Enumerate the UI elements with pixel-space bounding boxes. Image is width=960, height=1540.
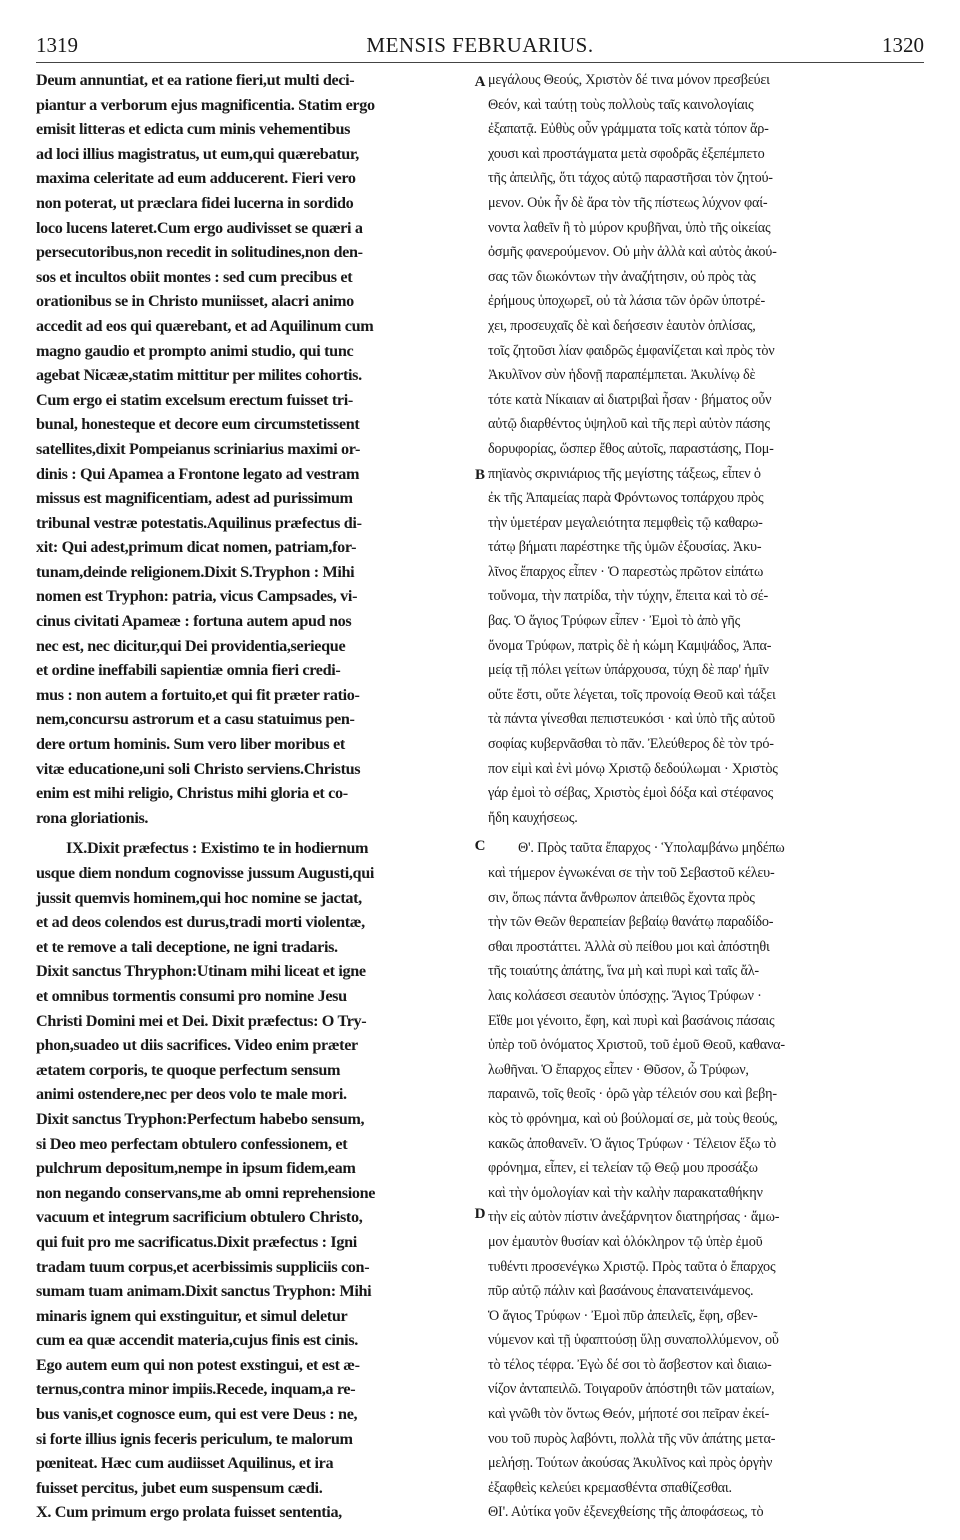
text-line: νοντα λαθεῖν ἢ τὸ μύρον κρυβῆναι, ὑπὸ τῆς οἰκείας bbox=[488, 219, 771, 236]
text-line: λωθῆναι. Ὁ ἔπαρχος εἶπεν · Θῦσον, ὦ Τρύφων, bbox=[488, 1061, 749, 1078]
text-line: οὔτε ἔστι, οὔτε λέγεται, τοῖς προνοίᾳ Θεοῦ καὶ τάξει bbox=[488, 686, 776, 703]
text-line: μελήσῃ. Τούτων ἀκούσας Ἀκυλῖνος καὶ πρὸς ὀργὴν bbox=[488, 1455, 773, 1472]
text-line: xit: Qui adest,primum dicat nomen, patriam,for- bbox=[36, 538, 357, 557]
margin-letter-a: A bbox=[474, 74, 486, 90]
text-line: orationibus se in Christo muniisset, alacri animo bbox=[36, 292, 354, 311]
text-line: tunam,deinde religionem.Dixit S.Tryphon : Mihi bbox=[36, 562, 355, 581]
text-line: τὰ πάντα γίνεσθαι πεπιστευκόσι · καὶ ὑπὸ τῆς αὐτοῦ bbox=[488, 711, 775, 728]
text-line: Ὁ ἅγιος Τρύφων · Ἐμοὶ πῦρ ἀπειλεῖς, ἔφη, σβεν- bbox=[488, 1307, 758, 1324]
text-line: et ordine ineffabili sapientiæ omnia fieri credi- bbox=[36, 661, 341, 680]
text-line: IX.Dixit præfectus : Existimo te in hodiernum bbox=[66, 839, 369, 858]
text-line: non negando conservans,me ab omni reprehensione bbox=[36, 1183, 376, 1202]
text-line: animi ostendere,nec per deos volo te male mori. bbox=[36, 1085, 347, 1104]
text-line: pulchrum depositum,nempe in ipsum fidem,eam bbox=[36, 1159, 356, 1178]
text-line: χει, προσευχαῖς δὲ καὶ δεήσεσιν ἑαυτὸν ὁπλίσας, bbox=[488, 317, 756, 334]
text-line: φρόνημα, εἶπεν, εἰ τελείαν τῷ Θεῷ μου προσάξω bbox=[488, 1160, 758, 1177]
text-line: Θ'. Πρὸς ταῦτα ἔπαρχος · Ὑπολαμβάνω μηδέπω bbox=[518, 840, 785, 857]
text-line: ætatem corporis, te quoque perfectum sensum bbox=[36, 1060, 341, 1079]
text-line: mus : non autem a fortuito,et qui fit præter ratio- bbox=[36, 685, 360, 704]
text-line: persecutoribus,non recedit in solitudines,non den- bbox=[36, 243, 363, 262]
header-rule bbox=[36, 62, 924, 63]
text-line: τοῖς ζητοῦσι λίαν φαιδρῶς ἐμφανίζεται καὶ πρὸς τὸν bbox=[488, 342, 775, 359]
text-line: agebat Nicææ,statim mittitur per milites cohortis. bbox=[36, 366, 362, 385]
text-line: X. Cum primum ergo prolata fuisset sententia, bbox=[36, 1503, 342, 1522]
text-line: τὴν ὑμετέραν μεγαλειότητα πεμφθεὶς τῷ καθαρω- bbox=[488, 514, 763, 531]
text-line: tradam tuum corpus,et acerbissimis suppliciis con- bbox=[36, 1257, 370, 1276]
text-line: παραινῶ, τοῖς θεοῖς · ὁρῶ γὰρ τέλειόν σου καὶ βεβη- bbox=[488, 1086, 777, 1103]
text-line: cum ea quæ accendit materia,cujus finis est cinis. bbox=[36, 1331, 358, 1350]
text-line: dinis : Qui Apamea a Frontone legato ad vestram bbox=[36, 464, 360, 483]
text-line: vacuum et integrum sacrificium obtulero Christo, bbox=[36, 1208, 363, 1227]
text-line: σοφίας κυβερνᾶσθαι τὸ πᾶν. Ἐλεύθερος δὲ τὸν τρό- bbox=[488, 736, 774, 753]
text-line: tribunal vestræ potestatis.Aquilinus præfectus di- bbox=[36, 513, 362, 532]
text-line: καὶ γνῶθι τὸν ὄντως Θεόν, μήποτέ σοι πεῖραν ἐκεί- bbox=[488, 1406, 770, 1423]
text-line: Cum ergo ei statim excelsum erectum fuisset tri- bbox=[36, 390, 353, 409]
text-line: emisit litteras et edicta cum minis vehementibus bbox=[36, 120, 351, 139]
text-line: ἐρήμους ὑποχωρεῖ, οὐ τὰ λάσια τῶν ὀρῶν ὑποτρέ- bbox=[488, 293, 766, 310]
text-line: σας τῶν διωκόντων τὴν ἀναζήτησιν, οὐ πρὸς τὰς bbox=[488, 268, 756, 285]
text-line: cinus civitati Apameæ : fortuna autem apud nos bbox=[36, 612, 352, 631]
text-line: phon,suadeo ut diis sacrifices. Video enim præter bbox=[36, 1036, 358, 1055]
text-line: minaris ignem qui exstinguitur, et simul deletur bbox=[36, 1306, 348, 1325]
greek-column bbox=[488, 68, 924, 1525]
text-line: si Deo meo perfectam obtulero confessionem, et bbox=[36, 1134, 348, 1153]
text-line: bus vanis,et cognosce eum, qui est vere Deus : ne, bbox=[36, 1405, 358, 1424]
text-line: pœniteat. Hæc cum audiisset Aquilinus, et ira bbox=[36, 1454, 334, 1473]
text-line: si forte illius ignis feceris periculum, te malorum bbox=[36, 1429, 353, 1448]
text-line: τότε κατὰ Νίκαιαν αἱ διατριβαὶ ἦσαν · βήματος οὖν bbox=[488, 391, 772, 408]
text-line: fuisset percitus, jubet eum suspensum cædi. bbox=[36, 1478, 323, 1497]
text-line: λαις κολάσεσι σεαυτὸν ὑπόσχῃς. Ἅγιος Τρύφων · bbox=[488, 987, 762, 1004]
text-line: ἐξαφθεὶς κελεύει κρεμασθέντα σπαθίζεσθαι. bbox=[488, 1479, 732, 1496]
text-line: nem,concursu astrorum et a casu statuimus pen- bbox=[36, 710, 355, 729]
text-line: et ad deos colendos est durus,tradi morti violentæ, bbox=[36, 913, 365, 932]
text-line: πον εἰμὶ καὶ ἑνὶ μόνῳ Χριστῷ δεδούλωμαι · Χριστὸς bbox=[488, 760, 778, 777]
text-line: τὴν τῶν Θεῶν θεραπείαν βεβαίῳ θανάτῳ παραδίδο- bbox=[488, 914, 774, 931]
text-line: rona gloriationis. bbox=[36, 808, 149, 827]
text-line: ἐξαπατᾷ. Εὐθὺς οὖν γράμματα τοῖς κατὰ τόπον ἄρ- bbox=[488, 121, 769, 138]
text-line: ὀσμῆς φανερούμενον. Οὐ μὴν ἀλλὰ καὶ αὐτὸς ἀκού- bbox=[488, 244, 777, 261]
text-line: μον ἐμαυτὸν θυσίαν καὶ ὁλόκληρον τῷ ὑπὲρ ἐμοῦ bbox=[488, 1233, 763, 1250]
page-number-left: 1319 bbox=[36, 33, 78, 57]
running-title: MENSIS FEBRUARIUS. bbox=[366, 33, 594, 57]
text-line: νου τοῦ πυρὸς λαβόντι, πολλὰ τῆς νῦν ἀπάτης μετα- bbox=[488, 1430, 776, 1447]
text-line: ὑπὲρ τοῦ ὀνόματος Χριστοῦ, τοῦ ἐμοῦ Θεοῦ, καθανα- bbox=[488, 1037, 785, 1054]
text-line: sos et incultos obiit montes : sed cum precibus et bbox=[36, 267, 353, 286]
text-line: τὸ τέλος τέφρα. Ἐγὼ δέ σοι τὸ ἄσβεστον καὶ διαιω- bbox=[488, 1356, 772, 1373]
text-line: μενον. Οὐκ ἦν δὲ ἄρα τὸν τῆς πίστεως λύχνον φαί- bbox=[488, 194, 768, 211]
margin-letter-b: B bbox=[474, 467, 485, 483]
text-line: sumam tuam animam.Dixit sanctus Tryphon: Mihi bbox=[36, 1282, 372, 1301]
text-line: αὐτῷ διαρθέντος ὑψηλοῦ καὶ τῆς περὶ αὐτὸν πάσης bbox=[488, 416, 770, 433]
text-line: non poterat, ut præclara fidei lucerna in sordido bbox=[36, 193, 354, 212]
text-line: ἐκ τῆς Ἀπαμείας παρὰ Φρόντωνος τοπάρχου πρὸς bbox=[488, 490, 764, 507]
text-line: νίζον ἀνταπειλῶ. Τοιγαροῦν ἀπόστηθι τῶν ματαίων, bbox=[488, 1381, 775, 1398]
text-line: ἤδη καυχήσεως. bbox=[488, 809, 578, 826]
text-line: qui fuit pro me sacrificatus.Dixit præfectus : Igni bbox=[36, 1232, 357, 1251]
text-line: ternus,contra minor impiis.Recede, inquam,a re- bbox=[36, 1380, 356, 1399]
text-line: τῆς τοιαύτης ἀπάτης, ἵνα μὴ καὶ πυρὶ καὶ ταῖς ἄλ- bbox=[488, 963, 759, 980]
text-line: καὶ τὴν ὁμολογίαν καὶ τὴν καλὴν παρακαταθήκην bbox=[488, 1184, 763, 1201]
text-line: Ego autem eum qui non potest exstingui, et est æ- bbox=[36, 1355, 360, 1374]
text-line: et omnibus tormentis consumi pro nomine Jesu bbox=[36, 986, 347, 1005]
margin-letter-c: C bbox=[474, 838, 486, 854]
text-line: et te remove a tali deceptione, ne igni tradaris. bbox=[36, 937, 338, 956]
text-line: γάρ ἐμοὶ τὸ σέβας, Χριστὸς ἐμοὶ δόξα καὶ στέφανος bbox=[488, 785, 774, 802]
text-line: τῆς ἀπειλῆς, ὅτι τάχος αὐτῷ παραστῆσαι τὸν ζητού- bbox=[488, 170, 773, 187]
text-line: νύμενον καὶ τῇ ὑφαπτούσῃ ὕλῃ συναπολλύμενον, οὗ bbox=[488, 1332, 779, 1349]
text-line: δορυφορίας, ὥσπερ ἔθος αὐτοῖς, παραστάσης, Πομ- bbox=[488, 440, 774, 457]
text-line: Dixit sanctus Tryphon:Perfectum habebo sensum, bbox=[36, 1109, 365, 1128]
text-line: maxima celeritate ad eum adducerent. Fieri vero bbox=[36, 169, 356, 188]
text-line: Christi Domini mei et Dei. Dixit præfectus: O Try- bbox=[36, 1011, 367, 1030]
text-line: loco lucens lateret.Cum ergo audivisset se quæri a bbox=[36, 218, 363, 237]
text-line: vitæ educatione,uni soli Christo serviens.Christus bbox=[36, 759, 361, 778]
text-line: κὸς τὸ φρόνημα, καὶ οὐ βούλομαί σε, μὰ τοὺς θεούς, bbox=[488, 1110, 778, 1127]
text-line: λῖνος ἔπαρχος εἶπεν · Ὁ παρεστὼς πρῶτον εἰπάτω bbox=[488, 563, 764, 580]
text-line: dere ortum hominis. Sum vero liber moribus et bbox=[36, 735, 345, 754]
text-line: Θεόν, καὶ ταύτῃ τοὺς πολλοὺς ταῖς καινολογίαις bbox=[488, 96, 754, 113]
text-line: magno gaudio et prompto animi studio, qui tunc bbox=[36, 341, 354, 360]
text-line: τυθέντι προσενέγκω Χριστῷ. Πρὸς ταῦτα ὁ ἔπαρχος bbox=[488, 1258, 776, 1275]
text-line: missus est magnificentiam, adest ad purissimum bbox=[36, 489, 353, 508]
text-line: μεγάλους Θεούς, Χριστὸν δέ τινα μόνον πρεσβεύει bbox=[488, 72, 770, 88]
page-header bbox=[36, 30, 924, 60]
text-line: Dixit sanctus Thryphon:Utinam mihi liceat et igne bbox=[36, 962, 366, 981]
text-line: τοὔνομα, τὴν πατρίδα, τὴν τύχην, ἔπειτα καὶ τὸ σέ- bbox=[488, 588, 769, 605]
text-line: ὄνομα Τρύφων, πατρὶς δὲ ἡ κώμη Καμψάδος, Ἀπα- bbox=[488, 637, 772, 654]
text-line: βας. Ὁ ἅγιος Τρύφων εἶπεν · Ἐμοὶ τὸ ἀπὸ γῆς bbox=[488, 613, 741, 630]
text-line: piantur a verborum ejus magnificentia. Statim ergo bbox=[36, 95, 375, 114]
text-line: ΘΙ'. Αὐτίκα γοῦν ἐξενεχθείσης τῆς ἀποφάσεως, τὸ bbox=[488, 1504, 764, 1521]
text-line: bunal, honesteque et decore eum circumstetissent bbox=[36, 415, 360, 434]
text-line: κακῶς ἀποθανεῖν. Ὁ ἅγιος Τρύφων · Τέλειον ἕξω τὸ bbox=[488, 1135, 777, 1152]
text-line: usque diem nondum cognovisse jussum Augusti,qui bbox=[36, 864, 374, 882]
text-line: enim est mihi religio, Christus mihi gloria et co- bbox=[36, 784, 348, 803]
latin-column bbox=[36, 68, 472, 1525]
text-line: jussit quemvis hominem,qui hoc nomine se jactat, bbox=[36, 888, 362, 907]
text-line: πηϊανὸς σκρινιάριος τῆς μεγίστης τάξεως, εἶπεν ὁ bbox=[488, 465, 761, 482]
text-line: accedit ad eos qui quærebant, et ad Aquilinum cum bbox=[36, 316, 374, 335]
text-line: nomen est Tryphon: patria, vicus Campsades, vi- bbox=[36, 587, 358, 606]
text-line: nec est, nec dicitur,qui Dei providentia,serieque bbox=[36, 636, 346, 655]
text-line: χουσι καὶ προστάγματα μετὰ σφοδρᾶς ἐξεπέμπετο bbox=[488, 145, 765, 162]
text-line: Ἀκυλῖνον σὺν ἡδονῇ παραπέμπεται. Ἀκυλίνῳ δὲ bbox=[488, 367, 756, 384]
text-line: τάτῳ βήματι παρέστηκε τῆς ὑμῶν ἐξουσίας. Ἀκυ- bbox=[488, 539, 762, 556]
page-number-right: 1320 bbox=[882, 33, 924, 57]
text-line: τὴν εἰς αὐτὸν πίστιν ἀνεξάρνητον διατηρήσας · ἄμω- bbox=[488, 1209, 780, 1226]
text-line: σιν, ὅπως πάντα ἄνθρωπον ἀπειθῶς ἔχοντα πρὸς bbox=[488, 889, 755, 906]
text-line: καὶ τήμερον ἐγνωκέναι σε τὴν τοῦ Σεβαστοῦ κέλευ- bbox=[488, 865, 775, 881]
text-line: μείᾳ τῇ πόλει γείτων ὑπάρχουσα, τύχη δὲ παρ' ἡμῖν bbox=[488, 662, 769, 679]
margin-letter-d: D bbox=[474, 1206, 486, 1222]
text-line: satellites,dixit Pompeianus scriniarius maximi or- bbox=[36, 439, 361, 458]
text-line: πῦρ αὐτῷ πάλιν καὶ βασάνους ἐπανατεινάμενος. bbox=[488, 1283, 754, 1300]
text-line: Εἴθε μοι γένοιτο, ἔφη, καὶ πυρὶ καὶ βασάνοις πάσαις bbox=[488, 1012, 775, 1029]
text-line: ad loci illius magistratus, ut eum,qui quærebatur, bbox=[36, 144, 359, 163]
text-line: Deum annuntiat, et ea ratione fieri,ut multi deci- bbox=[36, 71, 355, 89]
text-line: σθαι προστάττει. Ἀλλὰ σὺ πείθου μοι καὶ ἀπόστηθι bbox=[488, 938, 770, 955]
